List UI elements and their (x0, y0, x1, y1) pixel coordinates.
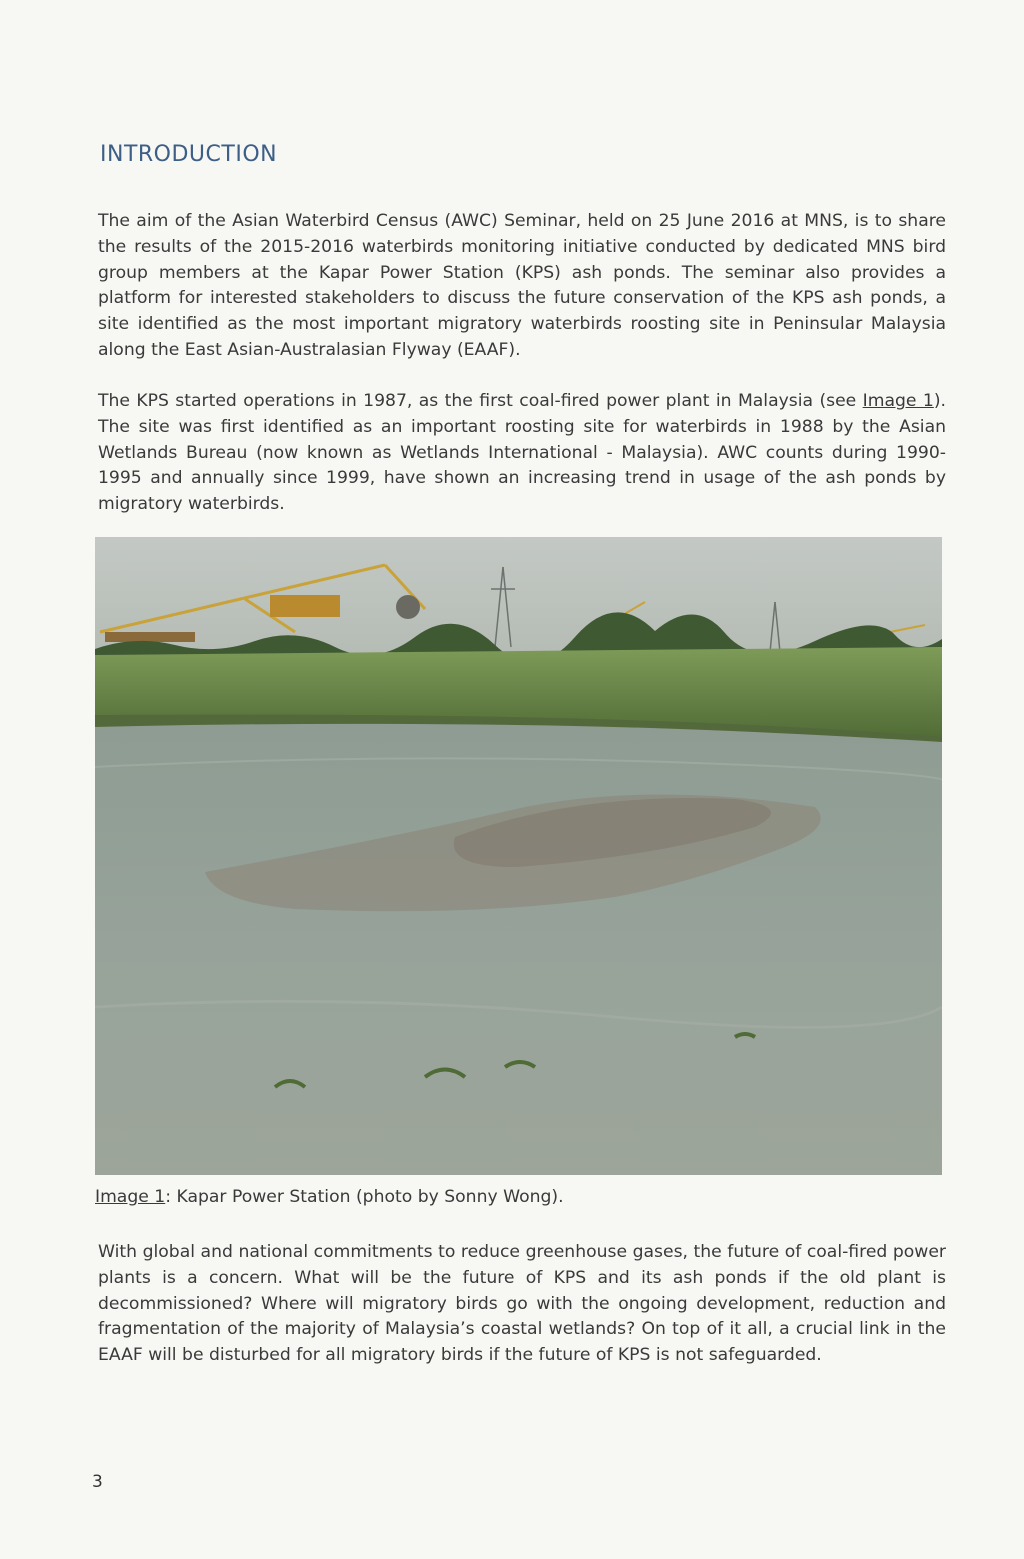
paragraph-aim: The aim of the Asian Waterbird Census (AWC) Seminar, held on 25 June 2016 at MNS, is to share the results of the 2015-2016 waterbirds monitoring initiative conducted by dedicated MNS bird group members at the Kapar Power Station (KPS) ash ponds. The seminar also provides a platform for interested stakeholders to discuss the future conservation of the KPS ash ponds, a site identified as the most important migratory waterbirds roosting site in Peninsular Malaysia along the East Asian-Australasian Flyway (EAAF). (98, 211, 946, 360)
caption-text: : Kapar Power Station (photo by Sonny Wong). (165, 1187, 564, 1207)
photo-caption (95, 1187, 564, 1207)
paragraph-future: With global and national commitments to reduce greenhouse gases, the future of coal-fired power plants is a concern. What will be the future of KPS and its ash ponds if the old plant is decommissioned? Where will migratory birds go with the ongoing development, reduction and fragmentation of the majority of Malaysia’s coastal wetlands? On top of it all, a crucial link in the EAAF will be disturbed for all migratory birds if the future of KPS is not safeguarded. (98, 1242, 946, 1366)
image-reference-link[interactable]: Image 1 (862, 391, 934, 411)
section-heading: INTRODUCTION (100, 142, 278, 167)
page-number: 3 (92, 1472, 103, 1492)
kapar-power-station-photo (95, 537, 942, 1175)
paragraph-history-text-2: ). The site was first identified as an important roosting site for waterbirds in 1988 by the Asian Wetlands Bureau (now known as Wetlands International - Malaysia). AWC counts during 1990- 1995 and annually since 1999, have shown an increasing trend in usage of the ash ponds by migratory waterbirds. (98, 391, 946, 515)
paragraph-history-text-1: The KPS started operations in 1987, as the first coal-fired power plant in Malaysia (see (98, 391, 863, 411)
caption-label: Image 1 (95, 1187, 166, 1207)
paragraph-history (98, 389, 946, 518)
